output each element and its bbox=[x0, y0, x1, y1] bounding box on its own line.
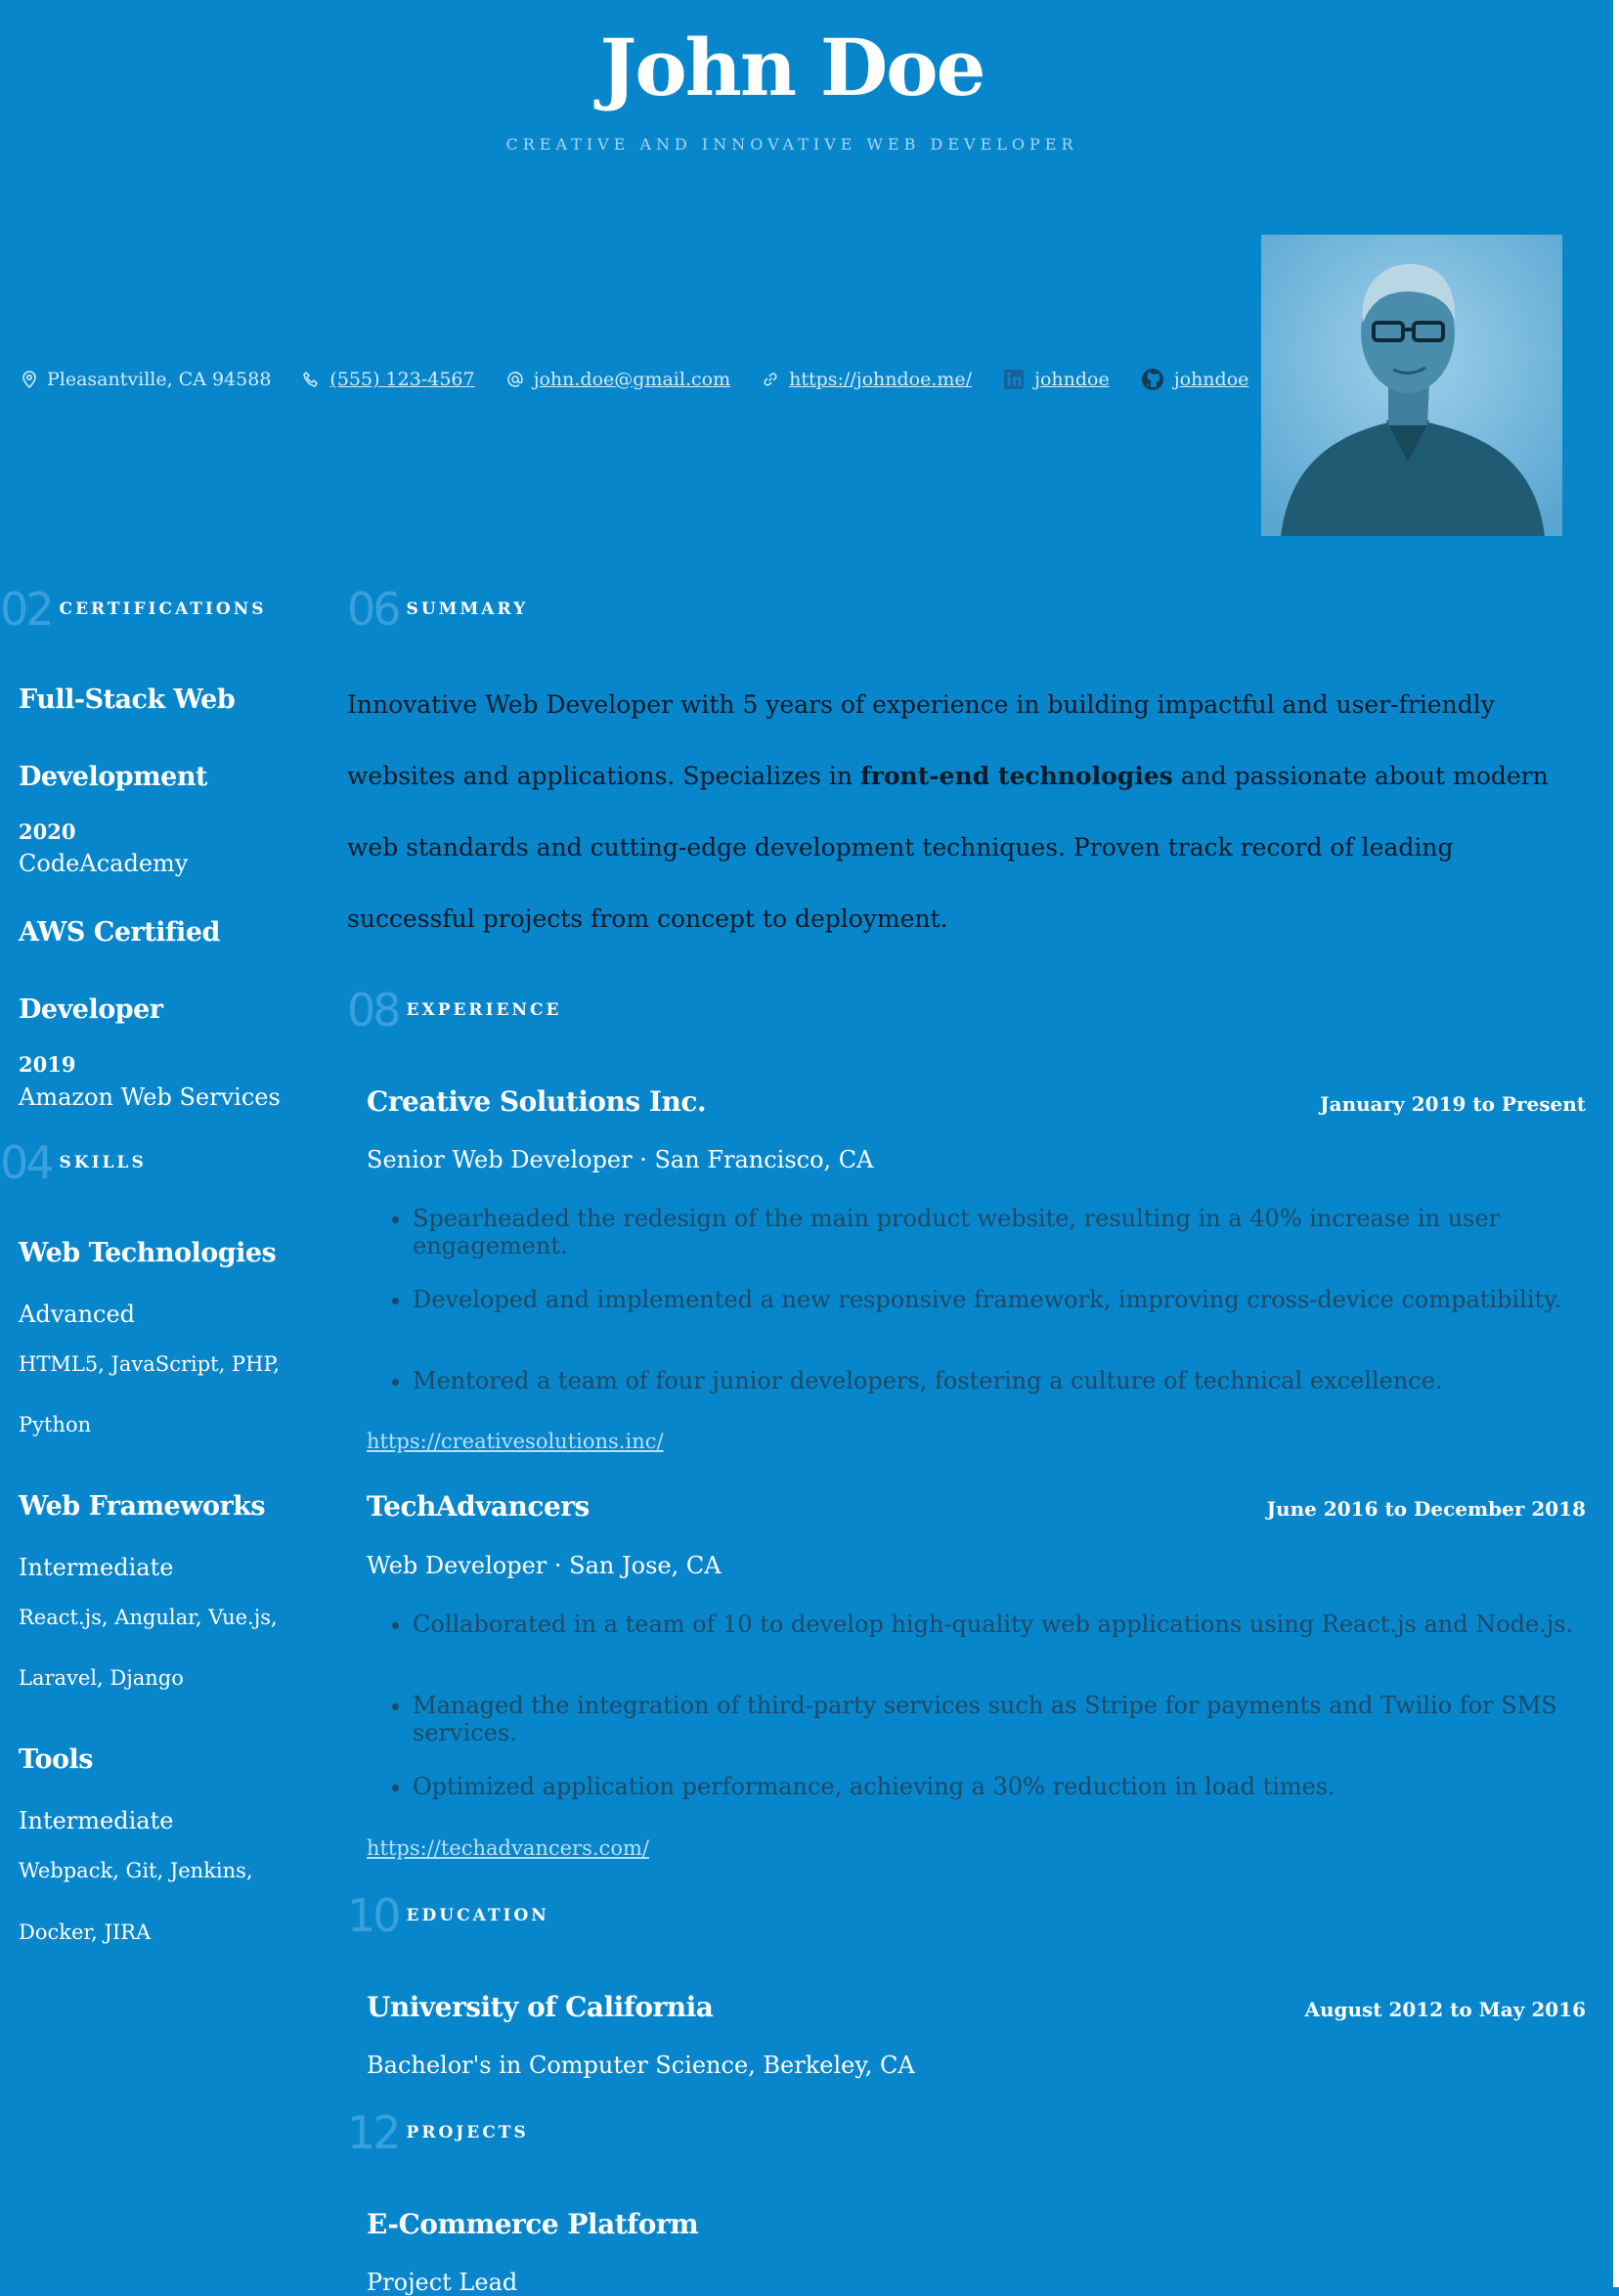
section-title: SKILLS bbox=[59, 1153, 147, 1172]
website-link[interactable]: https://johndoe.me/ bbox=[789, 369, 973, 390]
skill-level: Intermediate bbox=[19, 1807, 174, 1834]
location-text: Pleasantville, CA 94588 bbox=[47, 369, 272, 390]
summary-heading bbox=[347, 583, 528, 636]
contact-email[interactable] bbox=[506, 369, 731, 390]
job-highlights bbox=[372, 1205, 1619, 1448]
highlight-item: • Collaborated in a team of 10 to develop high-quality web applications using React.js and Node.js. bbox=[413, 1611, 1619, 1692]
education-degree: Bachelor's in Computer Science, Berkeley, CA bbox=[367, 2052, 915, 2079]
highlight-item: • Mentored a team of four junior developers, fostering a culture of technical excellence. bbox=[413, 1367, 1619, 1448]
section-title: SUMMARY bbox=[406, 599, 529, 619]
section-number: 06 bbox=[347, 583, 399, 636]
highlight-item: • Optimized application performance, achieving a 30% reduction in load times. bbox=[413, 1773, 1619, 1854]
skill-keywords: Laravel, Django bbox=[19, 1666, 184, 1690]
project-name: E-Commerce Platform bbox=[367, 2208, 699, 2240]
summary-emphasis: front-end technologies bbox=[859, 762, 1173, 790]
education-dates: August 2012 to May 2016 bbox=[1304, 1998, 1586, 2021]
skill-keywords: Python bbox=[19, 1413, 92, 1436]
at-icon bbox=[506, 371, 524, 388]
experience-heading bbox=[347, 984, 562, 1037]
company-url[interactable]: https://techadvancers.com/ bbox=[367, 1836, 649, 1860]
education-heading bbox=[347, 1889, 549, 1942]
highlight-item: • Managed the integration of third-party services such as Stripe for payments and Twilio for SMS services. bbox=[413, 1692, 1619, 1773]
skill-name: Tools bbox=[19, 1744, 93, 1775]
contact-location bbox=[22, 369, 271, 390]
cert-issuer: Amazon Web Services bbox=[19, 1083, 281, 1111]
skill-keywords: HTML5, JavaScript, PHP, bbox=[19, 1352, 280, 1376]
github-link[interactable]: johndoe bbox=[1173, 369, 1249, 390]
phone-link[interactable]: (555) 123-4567 bbox=[329, 369, 475, 390]
cert-name-line: Full-Stack Web bbox=[19, 684, 236, 715]
projects-heading bbox=[347, 2106, 529, 2159]
company-url[interactable]: https://creativesolutions.inc/ bbox=[367, 1430, 664, 1453]
skill-name: Web Frameworks bbox=[19, 1491, 266, 1522]
contact-linkedin[interactable] bbox=[1003, 369, 1110, 390]
job-company: Creative Solutions Inc. bbox=[367, 1085, 707, 1118]
highlight-item: • Spearheaded the redesign of the main product website, resulting in a 40% increase in user engagement. bbox=[413, 1205, 1619, 1286]
profile-photo bbox=[1261, 235, 1562, 536]
contact-website[interactable] bbox=[762, 369, 972, 390]
linkedin-link[interactable]: johndoe bbox=[1034, 369, 1110, 390]
section-number: 02 bbox=[0, 583, 52, 636]
section-number: 10 bbox=[347, 1889, 399, 1942]
tagline: CREATIVE AND INNOVATIVE WEB DEVELOPER bbox=[505, 135, 1078, 154]
section-title: EXPERIENCE bbox=[406, 1000, 562, 1020]
cert-name-line: AWS Certified bbox=[19, 917, 220, 948]
job-role: Senior Web Developer · San Francisco, CA bbox=[367, 1146, 874, 1173]
cert-name-line: Developer bbox=[19, 994, 163, 1025]
summary-text bbox=[347, 669, 1589, 954]
map-pin-icon bbox=[22, 371, 37, 388]
job-company: TechAdvancers bbox=[367, 1490, 590, 1523]
email-link[interactable]: john.doe@gmail.com bbox=[533, 369, 731, 390]
education-institution: University of California bbox=[367, 1991, 714, 2023]
certifications-heading bbox=[0, 583, 267, 636]
skill-name: Web Technologies bbox=[19, 1238, 277, 1268]
cert-year: 2020 bbox=[19, 819, 76, 844]
project-role: Project Lead bbox=[367, 2269, 518, 2296]
summary-part: and passionate about modern web standards and cutting-edge development techniques. Proven track record of leading successful projects from concept to deployment. bbox=[347, 762, 1549, 933]
page-edge bbox=[1613, 0, 1619, 2287]
skill-keywords: Docker, JIRA bbox=[19, 1921, 152, 1944]
job-role: Web Developer · San Jose, CA bbox=[367, 1552, 722, 1579]
phone-icon bbox=[302, 371, 320, 388]
cert-issuer: CodeAcademy bbox=[19, 850, 189, 877]
contact-github[interactable] bbox=[1141, 368, 1249, 391]
cert-name-line: Development bbox=[19, 762, 207, 792]
section-number: 12 bbox=[347, 2106, 399, 2159]
skill-level: Intermediate bbox=[19, 1554, 174, 1581]
skills-heading bbox=[0, 1136, 147, 1189]
section-number: 04 bbox=[0, 1136, 52, 1189]
github-icon bbox=[1141, 368, 1164, 391]
section-number: 08 bbox=[347, 984, 399, 1037]
skill-level: Advanced bbox=[19, 1301, 136, 1328]
summary-part: Innovative Web Developer with 5 years of experience in building impactful and user-friendly websites and applications. Specializes in bbox=[347, 690, 1495, 790]
link-icon bbox=[762, 371, 779, 388]
section-title: PROJECTS bbox=[406, 2123, 529, 2142]
candidate-name: John Doe bbox=[599, 22, 985, 113]
section-title: CERTIFICATIONS bbox=[59, 599, 267, 619]
contact-row bbox=[22, 368, 1248, 391]
cert-year: 2019 bbox=[19, 1052, 76, 1077]
linkedin-icon bbox=[1003, 369, 1025, 390]
section-title: EDUCATION bbox=[406, 1906, 549, 1925]
skill-keywords: Webpack, Git, Jenkins, bbox=[19, 1859, 253, 1882]
skill-keywords: React.js, Angular, Vue.js, bbox=[19, 1606, 278, 1629]
highlight-item: • Developed and implemented a new responsive framework, improving cross-device compatibility. bbox=[413, 1286, 1619, 1367]
job-highlights bbox=[372, 1611, 1619, 1854]
job-dates: January 2019 to Present bbox=[1320, 1092, 1586, 1116]
contact-phone[interactable] bbox=[302, 369, 474, 390]
job-dates: June 2016 to December 2018 bbox=[1266, 1497, 1586, 1521]
